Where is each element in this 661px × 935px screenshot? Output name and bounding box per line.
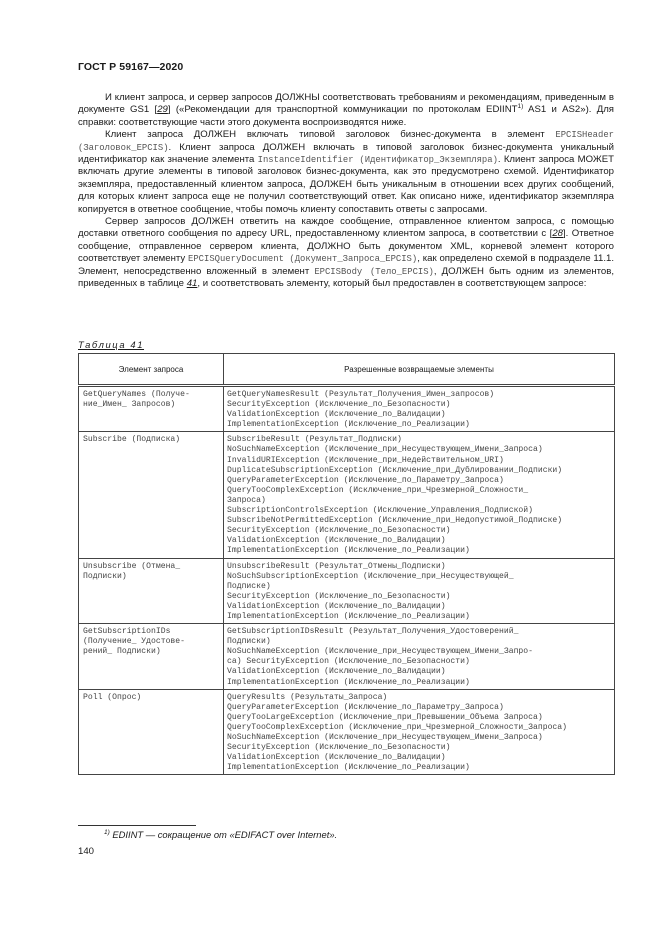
returned-element-line: ValidationException (Исключение_по_Валидации) [227, 536, 446, 546]
reference-link-29[interactable]: 29 [157, 104, 168, 116]
request-element-cell [79, 558, 224, 624]
returned-element-line: ImplementationException (Исключение_по_Реализации) [227, 611, 470, 621]
returned-elements-cell [224, 432, 615, 558]
returned-element-line: SecurityException (Исключение_по_Безопасности) [227, 591, 451, 601]
footnote-mark: 1) [104, 829, 110, 836]
footnote-text: EDIINT — сокращение от «EDIFACT over Internet». [109, 829, 338, 840]
returned-elements-cell [224, 624, 615, 690]
request-element-line: Poll (Опрос) [83, 692, 142, 702]
returned-elements-cell [224, 386, 615, 432]
returned-element-line: ImplementationException (Исключение_по_Реализации) [227, 763, 470, 773]
p3-text-5: , и соответствовать элементу, который был предоставлен в соответствующем запросе: [197, 278, 587, 290]
returned-element-line: ValidationException (Исключение_по_Валидации) [227, 753, 446, 763]
reference-link-28[interactable]: 28 [552, 228, 563, 240]
p3-text-1: Сервер запросов ДОЛЖЕН ответить на каждое сообщение, отправленное клиентом запроса, с помощью доставки ответного сообщения по адресу URL, предоставленному клиентом запроса, в соответствии с [ [78, 216, 614, 240]
request-element-cell [79, 624, 224, 690]
table-title: Таблица 41 [78, 339, 145, 350]
returned-element-line: ValidationException (Исключение_по_Валидации) [227, 667, 446, 677]
p1-text-1: И клиент запроса, и сервер запросов ДОЛЖНЫ соответствовать требованиям и рекомендациям, приведенным в документе GS1 [ [78, 92, 614, 116]
returned-element-line: SecurityException (Исключение_по_Безопасности) [227, 400, 451, 410]
returned-element-line: NoSuchNameException (Исключение_при_Несуществующем_Имени_Запроса) [227, 733, 543, 742]
table-header-row [79, 354, 615, 386]
table-reference-41[interactable]: 41 [186, 278, 198, 290]
request-element-line: GetQueryNames (Получе- [83, 390, 190, 399]
returned-element-line: Запроса) [227, 495, 266, 505]
p2-text-1: Клиент запроса ДОЛЖЕН включать типовой заголовок бизнес-документа в элемент [105, 129, 556, 141]
p2-text-2: . Клиент запроса ДОЛЖЕН включать в типовой заголовок бизнес-документа уникальный идентификатор как значение элемента [78, 141, 614, 166]
returned-element-line: QueryTooLargeException (Исключение_при_Превышении_Объема Запроса) [227, 712, 543, 722]
request-element-line: Подписки) [83, 571, 127, 581]
returned-element-line: SubscribeResult (Результат_Подписки) [227, 435, 402, 445]
paragraph-1 [78, 92, 614, 129]
paragraph-2 [78, 129, 614, 216]
returned-element-line: SubscriptionControlsException (Исключение_Управления_Подпиской) [227, 506, 533, 516]
returned-element-line: GetQueryNamesResult (Результат_Получения_Имен_запросов) [227, 390, 495, 399]
returned-element-line: ImplementationException (Исключение_по_Реализации) [227, 420, 470, 430]
returned-element-line: ImplementationException (Исключение_по_Реализации) [227, 546, 470, 556]
page-number: 140 [78, 846, 95, 857]
p1-text-3: AS1 и AS2»). Для справки: соответствующие части этого документа воспроизводятся ниже. [78, 104, 614, 128]
returned-element-line: QueryResults (Результаты_Запроса) [227, 692, 388, 702]
returned-element-line: SecurityException (Исключение_по_Безопасности) [227, 743, 451, 753]
body-text [78, 92, 614, 291]
code-epcis-body: EPCISBody (Тело_EPCIS) [314, 266, 434, 277]
table-row [79, 624, 615, 690]
returned-element-line: QueryTooComplexException (Исключение_при_Чрезмерной_Сложности_Запроса) [227, 722, 567, 732]
p1-text-2: ] («Рекомендации для транспортной коммуникации по протоколам EDIINT [167, 104, 518, 116]
request-element-line: ние_Имен_ Запросов) [83, 400, 176, 410]
returned-element-line: SubscribeNotPermittedException (Исключение_при_Недопустимой_Подписке) [227, 516, 563, 526]
p3-text-3: , как определено схемой в подразделе 11.1. Элемент, непосредственно вложенный в элемент [78, 253, 614, 277]
returned-element-line: ValidationException (Исключение_по_Валидации) [227, 410, 446, 420]
request-element-line: (Получение_ Удостове- [83, 637, 185, 647]
request-element-line: Subscribe (Подписка) [83, 435, 181, 445]
returned-element-line: QueryParameterException (Исключение_по_Параметру_Запроса) [227, 702, 504, 712]
request-element-line: GetSubscriptionIDs [83, 627, 171, 637]
returned-element-line: QueryParameterException (Исключение_по_Параметру_Запроса) [227, 475, 504, 485]
returned-element-line: SecurityException (Исключение_по_Безопасности) [227, 526, 451, 536]
returned-element-line: GetSubscriptionIDsResult (Результат_Получения_Удостоверений_ [227, 627, 519, 637]
returned-elements-cell [224, 558, 615, 624]
returned-elements-cell [224, 689, 615, 775]
returned-element-line: са) SecurityException (Исключение_по_Безопасности) [227, 657, 470, 667]
returned-element-line: Подписке) [227, 581, 271, 591]
document-header: ГОСТ Р 59167—2020 [78, 61, 184, 73]
returned-element-line: ImplementationException (Исключение_по_Реализации) [227, 677, 470, 687]
returned-element-line: DuplicateSubscriptionException (Исключение_при_Дублировании_Подписки) [227, 465, 563, 475]
column-header-returns: Разрешенные возвращаемые элементы [224, 354, 615, 386]
table-row [79, 558, 615, 624]
code-epcis-header: EPCISHeader (Заголовок_EPCIS) [78, 130, 614, 153]
elements-table [78, 353, 615, 775]
table-row [79, 689, 615, 775]
footnote [104, 829, 337, 840]
table-row [79, 432, 615, 558]
column-header-request: Элемент запроса [79, 354, 224, 386]
returned-element-line: UnsubscribeResult (Результат_Отмены_Подписки) [227, 561, 446, 571]
request-element-line: Unsubscribe (Отмена_ [83, 561, 181, 571]
returned-element-line: Подписки) [227, 637, 271, 647]
paragraph-3 [78, 216, 614, 290]
p2-text-3: . Клиент запроса МОЖЕТ включать другие элементы в типовой заголовок бизнес-документа, как это предусмотрено схемой. Идентификатор экземпляра, предоставленный клиентом запроса, ДОЛЖЕН быть уникальным в отношении всех других сообщений, для которых клиент запроса еще не получил соответствующий ответ. Как описано ниже, идентификатор экземпляра копируется в ответное сообщение, чтобы помочь клиенту сопоставить ответы с запросами. [78, 154, 614, 215]
request-element-cell [79, 432, 224, 558]
returned-element-line: ValidationException (Исключение_по_Валидации) [227, 601, 446, 611]
request-element-line: рений_ Подписки) [83, 647, 161, 657]
p3-text-2: ]. Ответное сообщение, отправленное сервером клиента, ДОЛЖНО быть документом XML, корневой элемент которого соответствует элементу [78, 228, 614, 265]
returned-element-line: NoSuchNameException (Исключение_при_Несуществующем_Имени_Запроса) [227, 445, 543, 455]
code-instance-identifier: InstanceIdentifier (Идентификатор_Экземпляра) [257, 155, 498, 166]
footnote-marker[interactable]: 1) [517, 103, 524, 111]
p3-text-4: , ДОЛЖЕН быть одним из элементов, приведенных в таблице [78, 265, 614, 290]
code-epcis-query-document: EPCISQueryDocument (Документ_Запроса_EPCIS) [188, 254, 418, 265]
returned-element-line: NoSuchSubscriptionException (Исключение_при_Несуществующей_ [227, 571, 514, 581]
request-element-cell [79, 386, 224, 432]
returned-element-line: QueryTooComplexException (Исключение_при_Чрезмерной_Сложности_ [227, 485, 529, 495]
request-element-cell [79, 689, 224, 775]
table-row [79, 386, 615, 432]
returned-element-line: InvalidURIException (Исключение_при_Недействительном_URI) [227, 455, 504, 465]
footnote-divider [78, 825, 196, 826]
returned-element-line: NoSuchNameException (Исключение_при_Несуществующем_Имени_Запро- [227, 647, 533, 657]
